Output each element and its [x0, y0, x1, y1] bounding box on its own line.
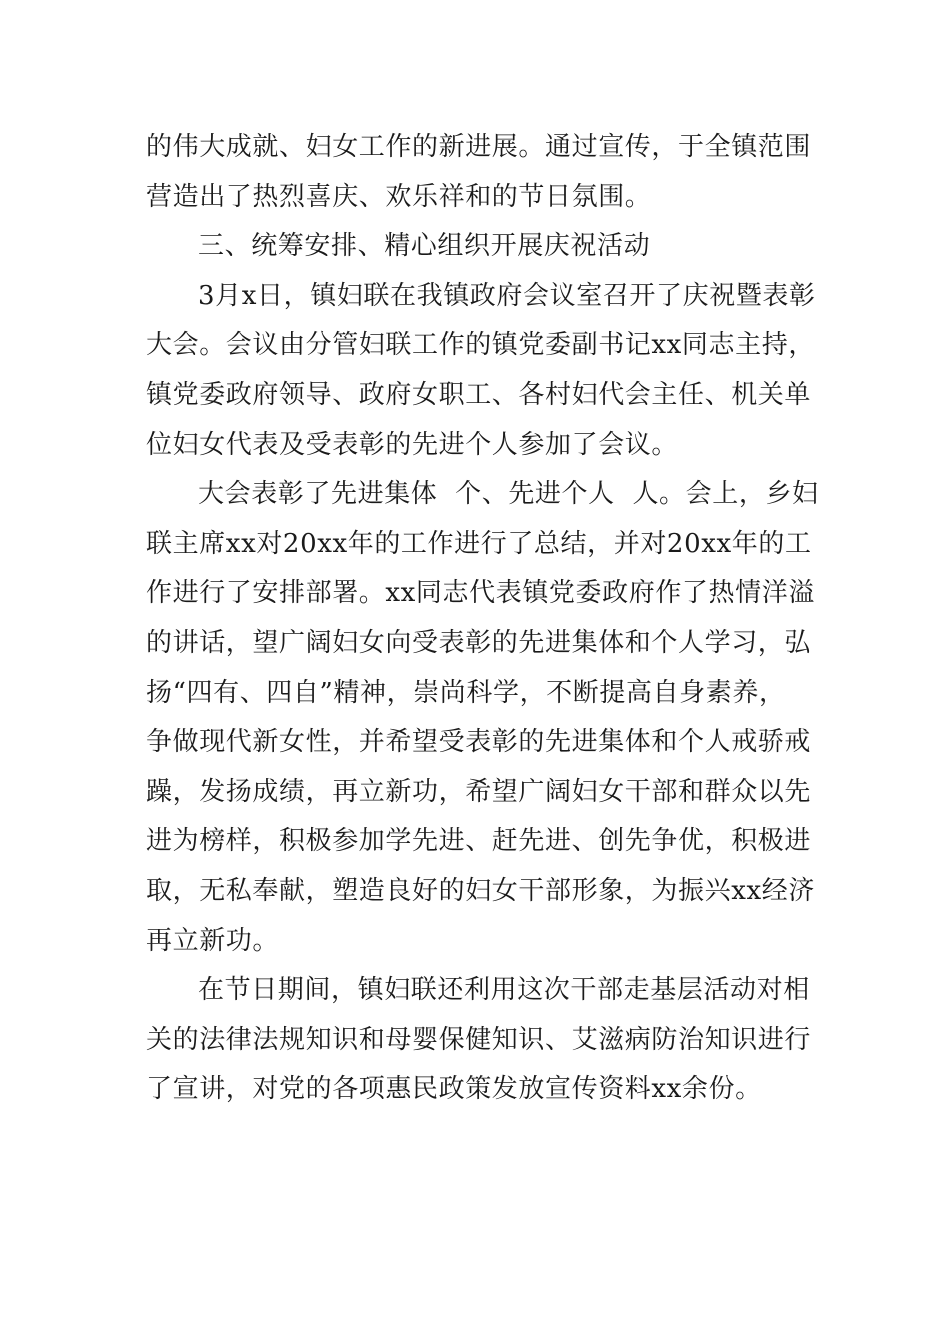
text-line: 的讲话，望广阔妇女向受表彰的先进集体和个人学习，弘: [146, 627, 812, 658]
text-line: 位妇女代表及受表彰的先进个人参加了会议。: [146, 429, 679, 460]
document-body: [146, 123, 819, 1115]
text-line: 作进行了安排部署。xx同志代表镇党委政府作了热情洋溢: [146, 578, 815, 609]
text-line: 联主席xx对20xx年的工作进行了总结，并对20xx年的工: [146, 528, 812, 559]
text-line: 关的法律法规知识和母婴保健知识、艾滋病防治知识进行: [146, 1024, 812, 1055]
text-line: 镇党委政府领导、政府女职工、各村妇代会主任、机关单: [146, 379, 812, 410]
text-line: 取，无私奉献，塑造良好的妇女干部形象，为振兴xx经济: [146, 875, 815, 906]
text-line: 在节日期间，镇妇联还利用这次干部走基层活动对相: [198, 975, 810, 1006]
text-line: 争做现代新女性，并希望受表彰的先进集体和个人戒骄戒: [146, 727, 812, 758]
text-line: 了宣讲，对党的各项惠民政策发放宣传资料xx余份。: [146, 1074, 762, 1105]
text-line: 3月x日，镇妇联在我镇政府会议室召开了庆祝暨表彰: [198, 280, 816, 311]
text-line: 大会。会议由分管妇联工作的镇党委副书记xx同志主持，: [146, 330, 815, 361]
text-line: 的伟大成就、妇女工作的新进展。通过宣传，于全镇范围: [146, 132, 812, 162]
text-line: 再立新功。: [146, 925, 280, 956]
section-heading: 三、统筹安排、精心组织开展庆祝活动: [198, 231, 651, 262]
text-line: 进为榜样，积极参加学先进、赶先进、创先争优，积极进: [146, 826, 812, 857]
text-line: 大会表彰了先进集体 个、先进个人 人。会上，乡妇: [198, 479, 819, 510]
text-line: 营造出了热烈喜庆、欢乐祥和的节日氛围。: [146, 181, 652, 212]
text-line: 躁，发扬成绩，再立新功，希望广阔妇女干部和群众以先: [146, 776, 812, 807]
text-line: 扬“四有、四自”精神，崇尚科学，不断提高自身素养，: [146, 677, 786, 708]
